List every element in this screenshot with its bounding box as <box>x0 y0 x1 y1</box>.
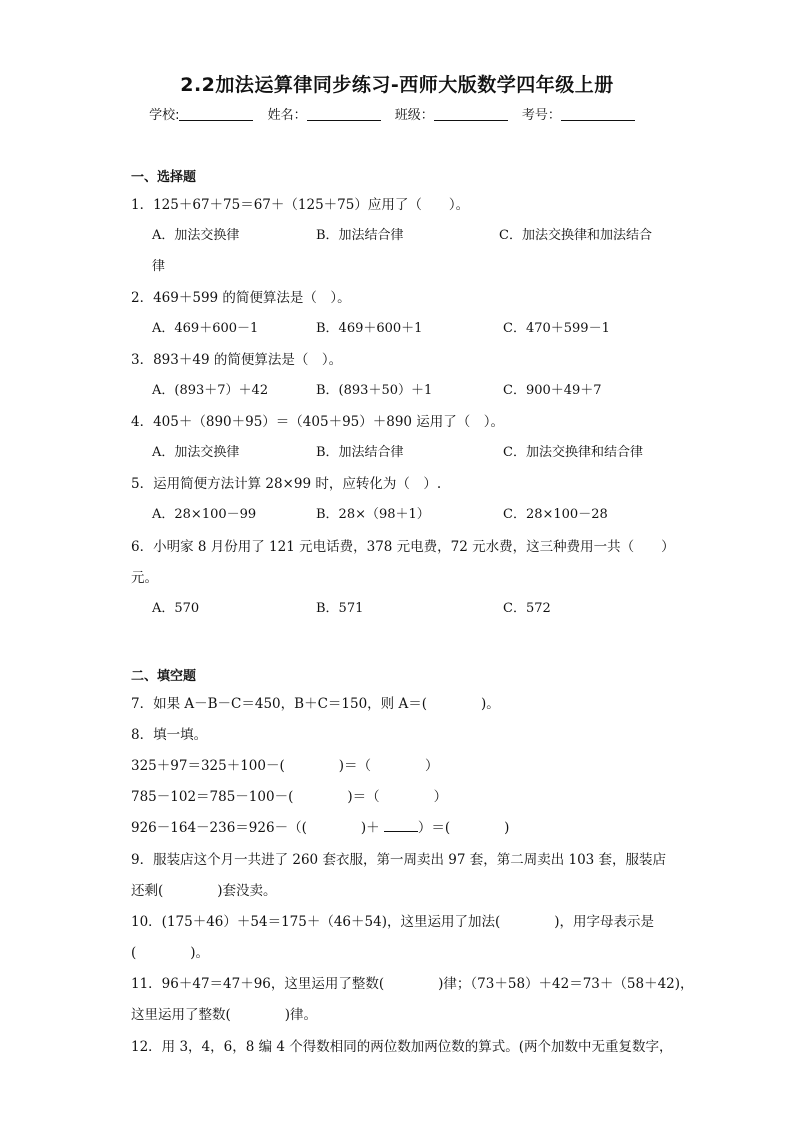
q5-option-b[interactable]: B．28×（98＋1） <box>316 507 430 522</box>
number-blank[interactable] <box>561 108 635 121</box>
q2-option-c[interactable]: C．470＋599－1 <box>503 321 610 336</box>
school-label: 学校: <box>149 108 180 123</box>
question-3: 3．893＋49 的简便算法是（ ）。 <box>131 352 343 368</box>
section-heading-fill: 二、填空题 <box>131 669 197 684</box>
class-blank[interactable] <box>434 108 508 121</box>
q6-option-b[interactable]: B．571 <box>316 601 364 616</box>
question-7: 7．如果 A－B－C＝450，B＋C＝150，则 A＝( )。 <box>131 696 500 712</box>
q3-option-b[interactable]: B．(893＋50）＋1 <box>316 383 433 398</box>
question-6-cont: 元。 <box>131 570 158 586</box>
q1-option-a[interactable]: A．加法交换律 <box>152 228 240 243</box>
question-10-cont: ( )。 <box>131 945 210 961</box>
question-11-cont: 这里运用了整数( )律。 <box>131 1007 318 1023</box>
q4-option-c[interactable]: C．加法交换律和结合律 <box>503 445 643 460</box>
q2-option-b[interactable]: B．469＋600＋1 <box>316 321 423 336</box>
question-11: 11．96＋47＝47＋96，这里运用了整数( )律；（73＋58）＋42＝73＋（58＋42)， <box>131 976 694 992</box>
section-heading-choice: 一、选择题 <box>131 170 197 185</box>
question-8-line-3-end: ）＝( ) <box>417 820 510 836</box>
question-10: 10．(175＋46）＋54＝175＋（46＋54)，这里运用了加法( )，用字母表示是 <box>131 914 654 930</box>
question-8-line-3-start: 926－164－236＝926－（( )＋ <box>131 820 384 836</box>
question-8-line-3 <box>131 816 509 836</box>
number-label: 考号： <box>521 108 561 123</box>
question-8: 8．填一填。 <box>131 727 208 743</box>
q1-option-c[interactable]: C．加法交换律和加法结合 <box>499 228 652 243</box>
page-title: 2.2加法运算律同步练习-西师大版数学四年级上册 <box>180 74 614 96</box>
q5-option-c[interactable]: C．28×100－28 <box>503 507 608 522</box>
q2-option-a[interactable]: A．469＋600－1 <box>152 321 259 336</box>
question-4: 4．405＋（890＋95）＝（405＋95）＋890 运用了（ ）。 <box>131 414 505 430</box>
q6-option-c[interactable]: C．572 <box>503 601 551 616</box>
question-9-cont: 还剩( )套没卖。 <box>131 883 277 899</box>
question-5: 5．运用简便方法计算 28×99 时，应转化为（ ）. <box>131 476 442 492</box>
q3-option-c[interactable]: C．900＋49＋7 <box>503 383 602 398</box>
q1-option-c-cont: 律 <box>152 259 166 274</box>
q3-option-a[interactable]: A．(893＋7）＋42 <box>152 383 269 398</box>
question-8-line-2: 785－102＝785－100－( )＝（ ） <box>131 789 448 805</box>
q4-option-a[interactable]: A．加法交换律 <box>152 445 240 460</box>
question-12: 12．用 3，4，6，8 编 4 个得数相同的两位数加两位数的算式。(两个加数中无重复数字， <box>131 1039 673 1055</box>
name-blank[interactable] <box>307 108 381 121</box>
school-blank[interactable] <box>179 108 253 121</box>
student-info-row <box>0 104 794 123</box>
answer-underline[interactable] <box>384 821 418 832</box>
question-2: 2．469＋599 的简便算法是（ ）。 <box>131 290 351 306</box>
q1-option-b[interactable]: B．加法结合律 <box>316 228 404 243</box>
question-9: 9．服装店这个月一共进了 260 套衣服，第一周卖出 97 套，第二周卖出 103 套，服装店 <box>131 852 667 868</box>
question-8-line-1: 325＋97＝325＋100－( )＝（ ） <box>131 758 439 774</box>
class-label: 班级： <box>394 108 434 123</box>
question-1: 1．125＋67＋75＝67＋（125＋75）应用了（ ）。 <box>131 197 470 213</box>
name-label: 姓名： <box>267 108 307 123</box>
question-6: 6．小明家 8 月份用了 121 元电话费，378 元电费，72 元水费，这三种费用一共（ ） <box>131 539 675 555</box>
q4-option-b[interactable]: B．加法结合律 <box>316 445 404 460</box>
q5-option-a[interactable]: A．28×100－99 <box>152 507 257 522</box>
q6-option-a[interactable]: A．570 <box>152 601 200 616</box>
